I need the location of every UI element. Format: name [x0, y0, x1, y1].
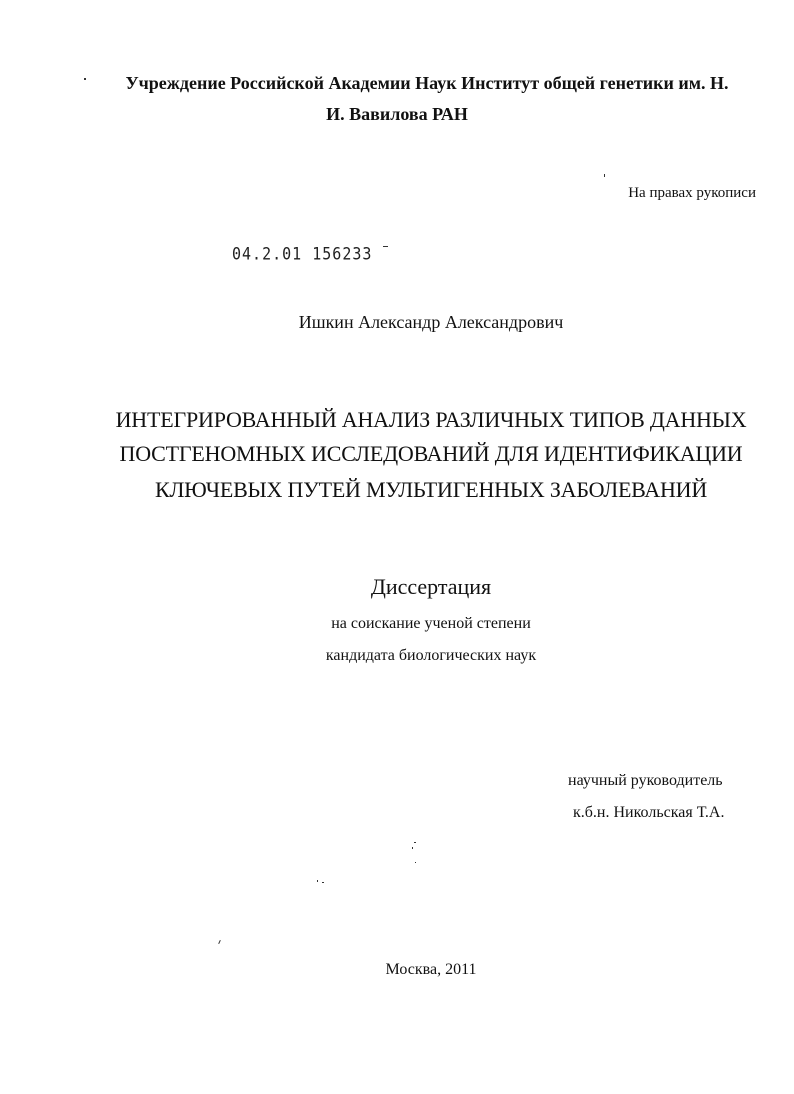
scan-speck [414, 842, 416, 843]
scan-speck [317, 880, 318, 882]
scan-speck [218, 940, 221, 944]
dissertation-title-line-3: КЛЮЧЕВЫХ ПУТЕЙ МУЛЬТИГЕННЫХ ЗАБОЛЕВАНИЙ [154, 477, 708, 502]
degree-line-2: кандидата биологических наук [325, 647, 537, 664]
degree-line-1: на соискание ученой степени [331, 615, 531, 632]
scan-speck [322, 882, 324, 883]
scan-speck [415, 862, 416, 863]
dissertation-title-line-1: ИНТЕГРИРОВАННЫЙ АНАЛИЗ РАЗЛИЧНЫХ ТИПОВ ДАННЫХ [115, 407, 747, 432]
scan-speck [84, 78, 86, 80]
document-type: Диссертация [370, 574, 492, 599]
city-and-year: Москва, 2011 [385, 961, 477, 978]
scan-speck [604, 174, 605, 177]
institution-name-line-2: И. Вавилова РАН [326, 104, 468, 124]
scan-speck [412, 847, 413, 849]
advisor-label: научный руководитель [568, 772, 723, 789]
author-name: Ишкин Александр Александрович [298, 312, 564, 332]
manuscript-rights-note: На правах рукописи [628, 185, 756, 201]
institution-name-line-1: Учреждение Российской Академии Наук Институт общей генетики им. Н. [125, 73, 729, 93]
registration-stamp-number: 04.2.01 156233 [232, 244, 373, 265]
advisor-name: к.б.н. Никольская Т.А. [573, 804, 725, 821]
dissertation-title-line-2: ПОСТГЕНОМНЫХ ИССЛЕДОВАНИЙ ДЛЯ ИДЕНТИФИКАЦИИ [119, 441, 743, 466]
scan-speck [383, 246, 388, 247]
